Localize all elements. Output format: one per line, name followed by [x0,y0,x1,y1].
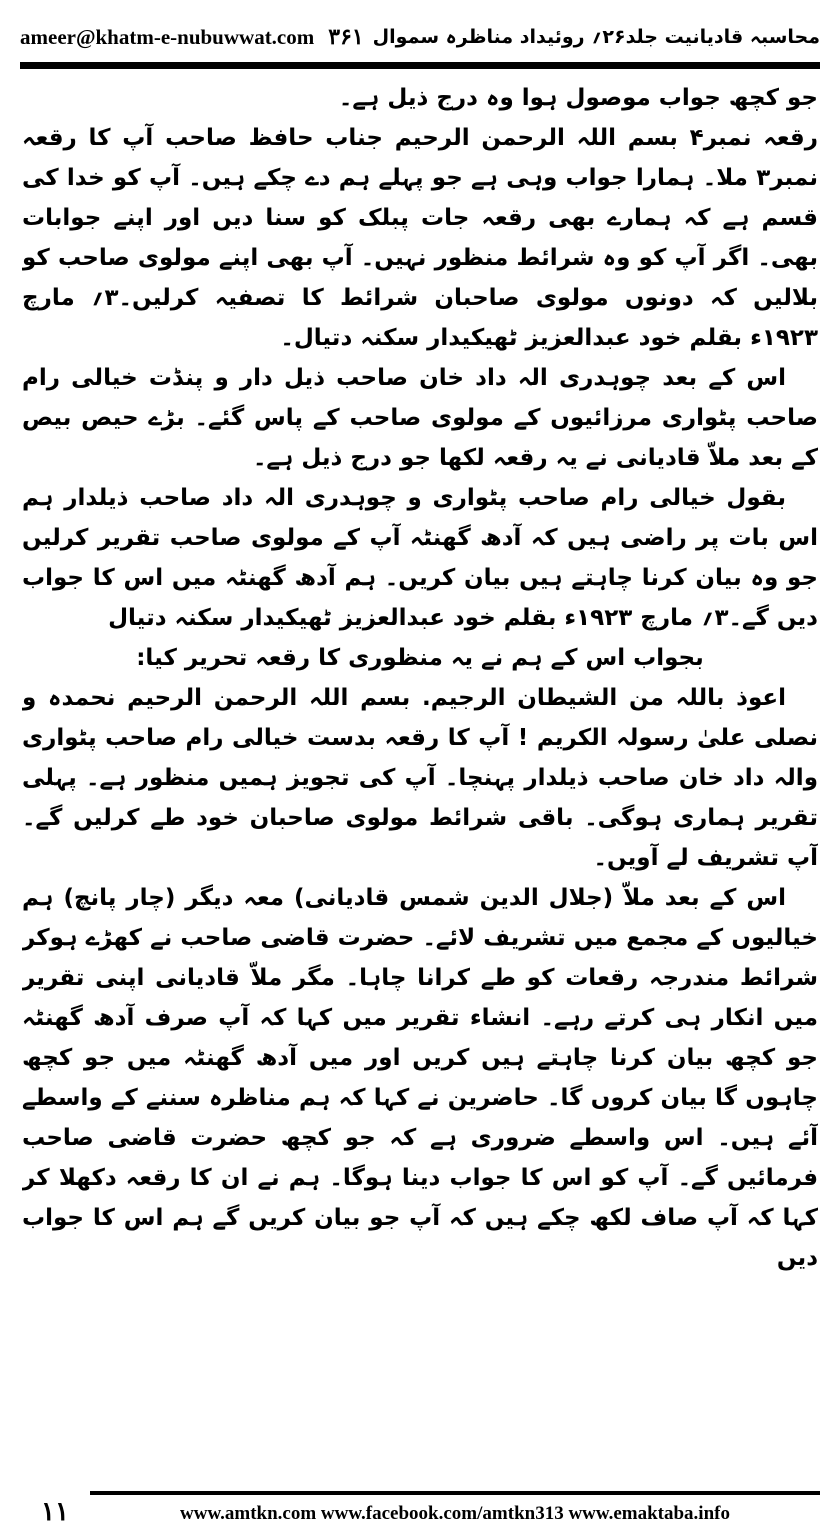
page-header [20,14,820,60]
paragraph: اس کے بعد چوہدری الہ داد خان صاحب ذیل دار و پنڈت خیالی رام صاحب پٹواری مرزائیوں کے مولوی صاحب کے پاس گئے۔ بڑے حیص بیص کے بعد ملاّ قادیانی نے یہ رقعہ لکھا جو درج ذیل ہے۔ [22,365,818,471]
paragraph: اعوذ باللہ من الشیطان الرجیم. بسم اللہ الرحمن الرحیم نحمدہ و نصلی علیٰ رسولہ الکریم ! آپ کا رقعہ بدست خیالی رام صاحب پٹواری والہ داد خان صاحب ذیلدار پہنچا۔ آپ کی تجویز ہمیں منظور ہے۔ پہلی تقریر ہماری ہوگی۔ باقی شرائط مولوی صاحبان خود طے کرلیں گے۔ آپ تشریف لے آویں۔ [22,685,818,871]
header-rule [20,62,820,69]
paragraph: بقول خیالی رام صاحب پٹواری و چوہدری الہ داد صاحب ذیلدار ہم اس بات پر راضی ہیں کہ آدھ گھنٹہ آپ کے مولوی صاحب تقریر کرلیں جو وہ بیان کرنا چاہتے ہیں بیان کریں۔ ہم آدھ گھنٹہ میں اس کا جواب دیں گے۔۳؍ مارچ ۱۹۲۳ء بقلم خود عبدالعزیز ٹھیکیدار سکنہ دتیال [22,485,818,631]
footer-links: www.amtkn.com www.facebook.com/amtkn313 www.emaktaba.info [90,1491,820,1532]
paragraph: بجواب اس کے ہم نے یہ منظوری کا رقعہ تحریر کیا: [136,645,704,671]
page-body [22,78,818,1473]
header-left [20,24,364,50]
paragraph: جو کچھ جواب موصول ہوا وہ درج ذیل ہے۔ [338,85,818,111]
header-email: ameer@khatm-e-nubuwwat.com [20,24,315,49]
header-title: محاسبہ قادیانیت جلد۲۶؍ روئیداد مناظرہ سموال [372,26,820,48]
paragraph: رقعہ نمبر۴ بسم اللہ الرحمن الرحیم جناب حافظ صاحب آپ کا رقعہ نمبر۳ ملا۔ ہمارا جواب وہی ہے جو پہلے ہم دے چکے ہیں۔ آپ کو خدا کی قسم ہے کہ ہمارے بھی رقعہ جات پبلک کو سنا دیں اور اپنے جوابات بھی۔ اگر آپ کو وہ شرائط منظور نہیں۔ آپ بھی اپنے مولوی صاحب کو بلالیں کہ دونوں مولوی صاحبان شرائط کا تصفیہ کرلیں۔۳؍ مارچ ۱۹۲۳ء بقلم خود عبدالعزیز ٹھیکیدار سکنہ دتیال۔ [22,125,818,351]
page-footer [20,1492,820,1532]
header-page-number: ۳۶۱ [328,24,364,49]
paragraph: اس کے بعد ملاّ (جلال الدین شمس قادیانی) معہ دیگر (چار پانچ) ہم خیالیوں کے مجمع میں تشریف لائے۔ حضرت قاضی صاحب نے کھڑے ہوکر شرائط مندرجہ رقعات کو طے کرانا چاہا۔ مگر ملاّ قادیانی اپنی تقریر میں انکار ہی کرتے رہے۔ انشاء تقریر میں کہا کہ آپ صرف آدھ گھنٹہ جو کچھ بیان کرنا چاہتے ہیں کریں اور میں آدھ گھنٹہ میں جو کچھ چاہوں گا بیان کروں گا۔ حاضرین نے کہا کہ ہم مناظرہ سننے کے واسطے آئے ہیں۔ اس واسطے ضروری ہے کہ جو کچھ حضرت قاضی صاحب فرمائیں گے۔ آپ کو اس کا جواب دینا ہوگا۔ ہم نے ان کا رقعہ دکھلا کر کہا کہ آپ صاف لکھ چکے ہیں کہ آپ جو بیان کریں گے ہم اس کا جواب دیں [22,885,818,1271]
footer-page-number: ۱۱ [41,1497,69,1526]
